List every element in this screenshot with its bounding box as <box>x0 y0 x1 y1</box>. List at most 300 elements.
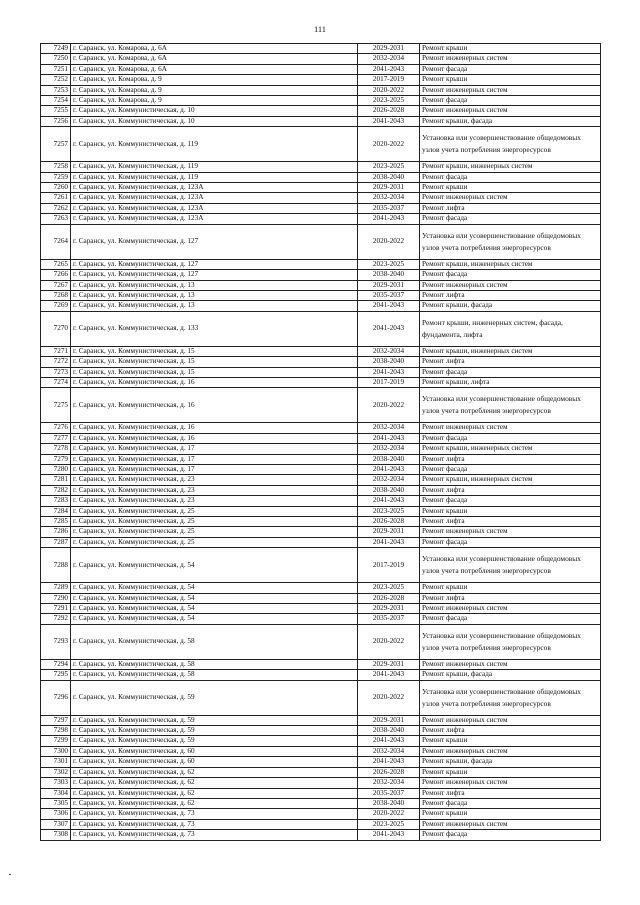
work-type-cell: Ремонт фасада <box>420 64 601 74</box>
table-row <box>41 172 601 182</box>
work-type-cell: Ремонт лифта <box>420 290 601 300</box>
table-row <box>41 830 601 840</box>
table-row <box>41 423 601 433</box>
table-row <box>41 798 601 808</box>
work-type-cell: Установка или усовершенствование общедомовых узлов учета потребления энергоресурсов <box>420 224 601 259</box>
address-cell: г. Саранск, ул. Комарова, д. 9 <box>71 85 358 95</box>
work-type-cell: Ремонт лифта <box>420 454 601 464</box>
work-type-cell: Установка или усовершенствование общедомовых узлов учета потребления энергоресурсов <box>420 548 601 583</box>
period-cell: 2023-2025 <box>358 259 420 269</box>
page-number: 111 <box>313 24 327 34</box>
row-number: 7276 <box>41 423 71 433</box>
address-cell: г. Саранск, ул. Коммунистическая, д. 25 <box>71 517 358 527</box>
table-row <box>41 301 601 311</box>
work-type-cell: Ремонт лифта <box>420 203 601 213</box>
period-cell: 2038-2040 <box>358 454 420 464</box>
period-cell: 2041-2043 <box>358 670 420 680</box>
address-cell: г. Саранск, ул. Коммунистическая, д. 59 <box>71 726 358 736</box>
work-type-cell: Ремонт фасада <box>420 830 601 840</box>
table-row <box>41 214 601 224</box>
table-row <box>41 809 601 819</box>
table-row <box>41 464 601 474</box>
period-cell: 2020-2022 <box>358 224 420 259</box>
table-row <box>41 346 601 356</box>
work-type-cell: Ремонт лифта <box>420 485 601 495</box>
row-number: 7296 <box>41 680 71 715</box>
address-cell: г. Саранск, ул. Коммунистическая, д. 15 <box>71 357 358 367</box>
address-cell: г. Саранск, ул. Коммунистическая, д. 73 <box>71 809 358 819</box>
period-cell: 2020-2022 <box>358 85 420 95</box>
address-cell: г. Саранск, ул. Коммунистическая, д. 123А <box>71 203 358 213</box>
scan-mark <box>9 874 11 875</box>
row-number: 7291 <box>41 604 71 614</box>
table-row <box>41 311 601 346</box>
work-type-cell: Ремонт крыши, инженерных систем, фасада, фундамента, лифта <box>420 311 601 346</box>
table-row <box>41 604 601 614</box>
period-cell: 2041-2043 <box>358 301 420 311</box>
address-cell: г. Саранск, ул. Коммунистическая, д. 123А <box>71 183 358 193</box>
row-number: 7262 <box>41 203 71 213</box>
table-row <box>41 388 601 423</box>
period-cell: 2038-2040 <box>358 270 420 280</box>
address-cell: г. Саранск, ул. Коммунистическая, д. 127 <box>71 224 358 259</box>
period-cell: 2026-2028 <box>358 767 420 777</box>
address-cell: г. Саранск, ул. Коммунистическая, д. 59 <box>71 715 358 725</box>
table-row <box>41 183 601 193</box>
work-type-cell: Ремонт инженерных систем <box>420 715 601 725</box>
table-row <box>41 454 601 464</box>
work-type-cell: Ремонт инженерных систем <box>420 54 601 64</box>
row-number: 7280 <box>41 464 71 474</box>
table-row <box>41 506 601 516</box>
row-number: 7273 <box>41 367 71 377</box>
period-cell: 2029-2031 <box>358 659 420 669</box>
period-cell: 2032-2034 <box>358 444 420 454</box>
period-cell: 2020-2022 <box>358 127 420 162</box>
work-type-cell: Ремонт лифта <box>420 788 601 798</box>
row-number: 7263 <box>41 214 71 224</box>
period-cell: 2023-2025 <box>358 819 420 829</box>
row-number: 7275 <box>41 388 71 423</box>
table-row <box>41 680 601 715</box>
period-cell: 2041-2043 <box>358 116 420 126</box>
period-cell: 2029-2031 <box>358 527 420 537</box>
address-cell: г. Саранск, ул. Коммунистическая, д. 62 <box>71 767 358 777</box>
address-cell: г. Саранск, ул. Коммунистическая, д. 13 <box>71 280 358 290</box>
row-number: 7306 <box>41 809 71 819</box>
table-row <box>41 757 601 767</box>
period-cell: 2032-2034 <box>358 475 420 485</box>
table-row <box>41 162 601 172</box>
address-cell: г. Саранск, ул. Коммунистическая, д. 17 <box>71 444 358 454</box>
period-cell: 2029-2031 <box>358 44 420 54</box>
row-number: 7249 <box>41 44 71 54</box>
row-number: 7286 <box>41 527 71 537</box>
table-row <box>41 726 601 736</box>
period-cell: 2032-2034 <box>358 193 420 203</box>
row-number: 7287 <box>41 537 71 547</box>
address-cell: г. Саранск, ул. Коммунистическая, д. 17 <box>71 454 358 464</box>
table-row <box>41 527 601 537</box>
work-type-cell: Ремонт крыши <box>420 583 601 593</box>
work-type-cell: Ремонт инженерных систем <box>420 604 601 614</box>
address-cell: г. Саранск, ул. Коммунистическая, д. 16 <box>71 433 358 443</box>
work-type-cell: Установка или усовершенствование общедомовых узлов учета потребления энергоресурсов <box>420 624 601 659</box>
address-cell: г. Саранск, ул. Коммунистическая, д. 73 <box>71 830 358 840</box>
address-cell: г. Саранск, ул. Коммунистическая, д. 13 <box>71 290 358 300</box>
table-row <box>41 475 601 485</box>
period-cell: 2026-2028 <box>358 593 420 603</box>
work-type-cell: Ремонт фасада <box>420 614 601 624</box>
address-cell: г. Саранск, ул. Коммунистическая, д. 123А <box>71 214 358 224</box>
address-cell: г. Саранск, ул. Коммунистическая, д. 10 <box>71 106 358 116</box>
address-cell: г. Саранск, ул. Коммунистическая, д. 16 <box>71 377 358 387</box>
row-number: 7259 <box>41 172 71 182</box>
table-row <box>41 767 601 777</box>
row-number: 7284 <box>41 506 71 516</box>
period-cell: 2035-2037 <box>358 788 420 798</box>
address-cell: г. Саранск, ул. Коммунистическая, д. 119 <box>71 127 358 162</box>
table-row <box>41 496 601 506</box>
period-cell: 2026-2028 <box>358 106 420 116</box>
period-cell: 2041-2043 <box>358 311 420 346</box>
work-type-cell: Ремонт крыши <box>420 75 601 85</box>
row-number: 7264 <box>41 224 71 259</box>
work-type-cell: Ремонт крыши, инженерных систем <box>420 444 601 454</box>
period-cell: 2023-2025 <box>358 583 420 593</box>
row-number: 7303 <box>41 778 71 788</box>
table-row <box>41 259 601 269</box>
table-row <box>41 85 601 95</box>
work-type-cell: Ремонт фасада <box>420 172 601 182</box>
row-number: 7304 <box>41 788 71 798</box>
period-cell: 2041-2043 <box>358 367 420 377</box>
row-number: 7268 <box>41 290 71 300</box>
work-type-cell: Ремонт фасада <box>420 367 601 377</box>
work-type-cell: Ремонт лифта <box>420 357 601 367</box>
table-row <box>41 778 601 788</box>
table-row <box>41 788 601 798</box>
address-cell: г. Саранск, ул. Коммунистическая, д. 127 <box>71 259 358 269</box>
period-cell: 2038-2040 <box>358 798 420 808</box>
row-number: 7252 <box>41 75 71 85</box>
period-cell: 2017-2019 <box>358 377 420 387</box>
address-cell: г. Саранск, ул. Коммунистическая, д. 54 <box>71 583 358 593</box>
work-type-cell: Ремонт крыши <box>420 44 601 54</box>
work-type-cell: Ремонт инженерных систем <box>420 527 601 537</box>
table-row <box>41 280 601 290</box>
table-row <box>41 670 601 680</box>
work-type-cell: Ремонт инженерных систем <box>420 746 601 756</box>
row-number: 7271 <box>41 346 71 356</box>
table-row <box>41 357 601 367</box>
period-cell: 2029-2031 <box>358 280 420 290</box>
table-row <box>41 659 601 669</box>
period-cell: 2020-2022 <box>358 680 420 715</box>
table-row <box>41 106 601 116</box>
address-cell: г. Саранск, ул. Коммунистическая, д. 58 <box>71 624 358 659</box>
period-cell: 2035-2037 <box>358 203 420 213</box>
work-type-cell: Ремонт фасада <box>420 270 601 280</box>
work-type-cell: Установка или усовершенствование общедомовых узлов учета потребления энергоресурсов <box>420 127 601 162</box>
period-cell: 2038-2040 <box>358 172 420 182</box>
address-cell: г. Саранск, ул. Коммунистическая, д. 15 <box>71 367 358 377</box>
table-row <box>41 127 601 162</box>
row-number: 7288 <box>41 548 71 583</box>
address-cell: г. Саранск, ул. Коммунистическая, д. 16 <box>71 423 358 433</box>
table-row <box>41 583 601 593</box>
table-row <box>41 290 601 300</box>
row-number: 7293 <box>41 624 71 659</box>
address-cell: г. Саранск, ул. Коммунистическая, д. 62 <box>71 778 358 788</box>
work-type-cell: Ремонт крыши, фасада <box>420 670 601 680</box>
table-row <box>41 116 601 126</box>
work-type-cell: Ремонт крыши, инженерных систем <box>420 346 601 356</box>
row-number: 7297 <box>41 715 71 725</box>
address-cell: г. Саранск, ул. Коммунистическая, д. 58 <box>71 659 358 669</box>
table-row <box>41 715 601 725</box>
period-cell: 2029-2031 <box>358 715 420 725</box>
table-row <box>41 624 601 659</box>
period-cell: 2029-2031 <box>358 604 420 614</box>
address-cell: г. Саранск, ул. Комарова, д. 6А <box>71 44 358 54</box>
work-type-cell: Ремонт крыши, инженерных систем <box>420 259 601 269</box>
address-cell: г. Саранск, ул. Коммунистическая, д. 17 <box>71 464 358 474</box>
period-cell: 2020-2022 <box>358 624 420 659</box>
address-cell: г. Саранск, ул. Коммунистическая, д. 62 <box>71 788 358 798</box>
work-type-cell: Ремонт инженерных систем <box>420 280 601 290</box>
address-cell: г. Саранск, ул. Комарова, д. 9 <box>71 96 358 106</box>
period-cell: 2041-2043 <box>358 537 420 547</box>
table-row <box>41 367 601 377</box>
table-row <box>41 270 601 280</box>
period-cell: 2041-2043 <box>358 214 420 224</box>
work-type-cell: Ремонт крыши, инженерных систем <box>420 162 601 172</box>
table-row <box>41 537 601 547</box>
row-number: 7295 <box>41 670 71 680</box>
period-cell: 2041-2043 <box>358 64 420 74</box>
row-number: 7270 <box>41 311 71 346</box>
work-type-cell: Ремонт крыши <box>420 767 601 777</box>
period-cell: 2041-2043 <box>358 757 420 767</box>
work-type-cell: Ремонт крыши <box>420 183 601 193</box>
period-cell: 2035-2037 <box>358 290 420 300</box>
address-cell: г. Саранск, ул. Коммунистическая, д. 59 <box>71 680 358 715</box>
table-row <box>41 96 601 106</box>
address-cell: г. Саранск, ул. Коммунистическая, д. 73 <box>71 819 358 829</box>
period-cell: 2035-2037 <box>358 614 420 624</box>
row-number: 7267 <box>41 280 71 290</box>
row-number: 7279 <box>41 454 71 464</box>
row-number: 7250 <box>41 54 71 64</box>
address-cell: г. Саранск, ул. Комарова, д. 6А <box>71 54 358 64</box>
work-type-cell: Ремонт фасада <box>420 96 601 106</box>
address-cell: г. Саранск, ул. Коммунистическая, д. 60 <box>71 757 358 767</box>
address-cell: г. Саранск, ул. Коммунистическая, д. 62 <box>71 798 358 808</box>
table-row <box>41 548 601 583</box>
table-body <box>41 44 601 841</box>
row-number: 7298 <box>41 726 71 736</box>
work-type-cell: Ремонт крыши, фасада <box>420 757 601 767</box>
row-number: 7257 <box>41 127 71 162</box>
row-number: 7308 <box>41 830 71 840</box>
work-type-cell: Ремонт крыши, инженерных систем <box>420 475 601 485</box>
table-row <box>41 593 601 603</box>
address-cell: г. Саранск, ул. Коммунистическая, д. 58 <box>71 670 358 680</box>
row-number: 7301 <box>41 757 71 767</box>
row-number: 7269 <box>41 301 71 311</box>
table-row <box>41 224 601 259</box>
work-type-cell: Ремонт лифта <box>420 517 601 527</box>
table-row <box>41 485 601 495</box>
address-cell: г. Саранск, ул. Коммунистическая, д. 59 <box>71 736 358 746</box>
row-number: 7258 <box>41 162 71 172</box>
period-cell: 2023-2025 <box>358 162 420 172</box>
table-row <box>41 64 601 74</box>
row-number: 7300 <box>41 746 71 756</box>
address-cell: г. Саранск, ул. Коммунистическая, д. 25 <box>71 537 358 547</box>
address-cell: г. Саранск, ул. Коммунистическая, д. 119 <box>71 162 358 172</box>
table-row <box>41 44 601 54</box>
work-type-cell: Ремонт инженерных систем <box>420 819 601 829</box>
row-number: 7277 <box>41 433 71 443</box>
row-number: 7305 <box>41 798 71 808</box>
address-cell: г. Саранск, ул. Коммунистическая, д. 133 <box>71 311 358 346</box>
row-number: 7302 <box>41 767 71 777</box>
period-cell: 2017-2019 <box>358 548 420 583</box>
row-number: 7307 <box>41 819 71 829</box>
work-type-cell: Ремонт крыши, фасада <box>420 301 601 311</box>
period-cell: 2041-2043 <box>358 736 420 746</box>
address-cell: г. Саранск, ул. Комарова, д. 9 <box>71 75 358 85</box>
row-number: 7255 <box>41 106 71 116</box>
address-cell: г. Саранск, ул. Коммунистическая, д. 54 <box>71 593 358 603</box>
address-cell: г. Саранск, ул. Коммунистическая, д. 13 <box>71 301 358 311</box>
work-type-cell: Ремонт фасада <box>420 537 601 547</box>
row-number: 7272 <box>41 357 71 367</box>
period-cell: 2032-2034 <box>358 346 420 356</box>
row-number: 7254 <box>41 96 71 106</box>
work-type-cell: Ремонт инженерных систем <box>420 193 601 203</box>
work-type-cell: Ремонт инженерных систем <box>420 106 601 116</box>
table-row <box>41 75 601 85</box>
address-cell: г. Саранск, ул. Коммунистическая, д. 23 <box>71 475 358 485</box>
row-number: 7260 <box>41 183 71 193</box>
row-number: 7299 <box>41 736 71 746</box>
work-type-cell: Ремонт лифта <box>420 726 601 736</box>
period-cell: 2032-2034 <box>358 746 420 756</box>
period-cell: 2032-2034 <box>358 54 420 64</box>
work-type-cell: Ремонт лифта <box>420 593 601 603</box>
row-number: 7285 <box>41 517 71 527</box>
work-type-cell: Установка или усовершенствование общедомовых узлов учета потребления энергоресурсов <box>420 680 601 715</box>
work-type-cell: Ремонт крыши, лифта <box>420 377 601 387</box>
row-number: 7292 <box>41 614 71 624</box>
period-cell: 2023-2025 <box>358 506 420 516</box>
table-row <box>41 614 601 624</box>
address-cell: г. Саранск, ул. Коммунистическая, д. 54 <box>71 614 358 624</box>
address-cell: г. Саранск, ул. Коммунистическая, д. 25 <box>71 506 358 516</box>
address-cell: г. Саранск, ул. Коммунистическая, д. 127 <box>71 270 358 280</box>
row-number: 7253 <box>41 85 71 95</box>
work-type-cell: Ремонт фасада <box>420 433 601 443</box>
period-cell: 2038-2040 <box>358 357 420 367</box>
period-cell: 2020-2022 <box>358 809 420 819</box>
row-number: 7261 <box>41 193 71 203</box>
period-cell: 2026-2028 <box>358 517 420 527</box>
address-cell: г. Саранск, ул. Коммунистическая, д. 25 <box>71 527 358 537</box>
row-number: 7256 <box>41 116 71 126</box>
address-cell: г. Саранск, ул. Коммунистическая, д. 16 <box>71 388 358 423</box>
work-type-cell: Ремонт фасада <box>420 496 601 506</box>
period-cell: 2029-2031 <box>358 183 420 193</box>
work-type-cell: Ремонт крыши, фасада <box>420 116 601 126</box>
table-row <box>41 203 601 213</box>
work-type-cell: Ремонт фасада <box>420 214 601 224</box>
row-number: 7251 <box>41 64 71 74</box>
table-row <box>41 377 601 387</box>
period-cell: 2017-2019 <box>358 75 420 85</box>
period-cell: 2041-2043 <box>358 433 420 443</box>
period-cell: 2032-2034 <box>358 423 420 433</box>
table-row <box>41 54 601 64</box>
address-cell: г. Саранск, ул. Коммунистическая, д. 10 <box>71 116 358 126</box>
address-cell: г. Саранск, ул. Коммунистическая, д. 15 <box>71 346 358 356</box>
address-cell: г. Саранск, ул. Коммунистическая, д. 60 <box>71 746 358 756</box>
address-cell: г. Саранск, ул. Коммунистическая, д. 54 <box>71 604 358 614</box>
address-cell: г. Саранск, ул. Коммунистическая, д. 23 <box>71 485 358 495</box>
work-type-cell: Ремонт крыши <box>420 736 601 746</box>
table-row <box>41 819 601 829</box>
row-number: 7290 <box>41 593 71 603</box>
row-number: 7265 <box>41 259 71 269</box>
table-row <box>41 193 601 203</box>
table-row <box>41 444 601 454</box>
work-type-cell: Ремонт инженерных систем <box>420 778 601 788</box>
work-type-cell: Ремонт крыши <box>420 506 601 516</box>
period-cell: 2020-2022 <box>358 388 420 423</box>
work-type-cell: Ремонт фасада <box>420 798 601 808</box>
work-type-cell: Ремонт фасада <box>420 464 601 474</box>
work-type-cell: Ремонт инженерных систем <box>420 85 601 95</box>
period-cell: 2041-2043 <box>358 496 420 506</box>
address-cell: г. Саранск, ул. Коммунистическая, д. 54 <box>71 548 358 583</box>
row-number: 7274 <box>41 377 71 387</box>
repair-schedule-table <box>40 43 601 841</box>
row-number: 7282 <box>41 485 71 495</box>
period-cell: 2023-2025 <box>358 96 420 106</box>
address-cell: г. Саранск, ул. Коммунистическая, д. 119 <box>71 172 358 182</box>
work-type-cell: Установка или усовершенствование общедомовых узлов учета потребления энергоресурсов <box>420 388 601 423</box>
period-cell: 2041-2043 <box>358 830 420 840</box>
work-type-cell: Ремонт инженерных систем <box>420 423 601 433</box>
period-cell: 2032-2034 <box>358 778 420 788</box>
table-row <box>41 746 601 756</box>
address-cell: г. Саранск, ул. Коммунистическая, д. 23 <box>71 496 358 506</box>
table-row <box>41 433 601 443</box>
work-type-cell: Ремонт инженерных систем <box>420 659 601 669</box>
period-cell: 2041-2043 <box>358 464 420 474</box>
period-cell: 2038-2040 <box>358 485 420 495</box>
row-number: 7281 <box>41 475 71 485</box>
table-row <box>41 517 601 527</box>
address-cell: г. Саранск, ул. Коммунистическая, д. 123А <box>71 193 358 203</box>
row-number: 7289 <box>41 583 71 593</box>
row-number: 7283 <box>41 496 71 506</box>
work-type-cell: Ремонт крыши <box>420 809 601 819</box>
row-number: 7266 <box>41 270 71 280</box>
address-cell: г. Саранск, ул. Комарова, д. 6А <box>71 64 358 74</box>
